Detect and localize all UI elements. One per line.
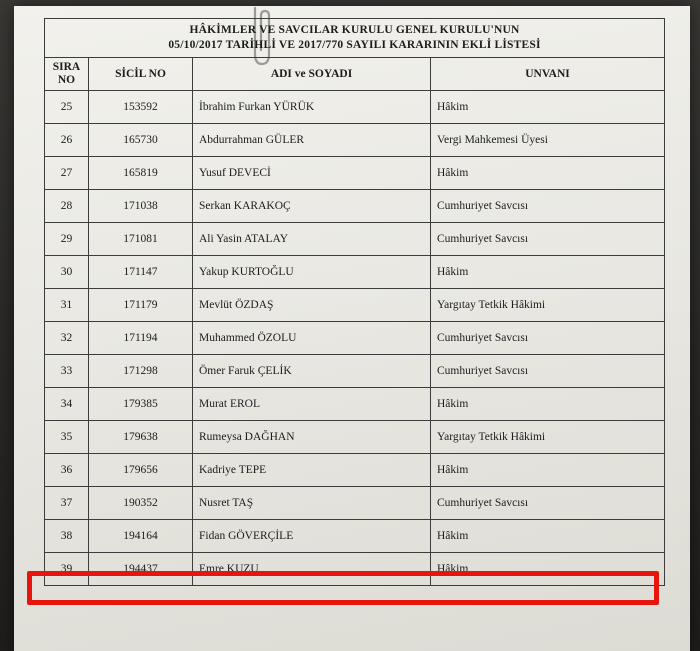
row-sira-no: 36 [45, 454, 89, 487]
row-adi-soyadi: Serkan KARAKOÇ [193, 190, 431, 223]
table-row [45, 289, 665, 322]
row-unvani: Hâkim [431, 520, 665, 553]
row-sicil-no: 165819 [89, 157, 193, 190]
table-row [45, 355, 665, 388]
row-adi-soyadi: Ömer Faruk ÇELİK [193, 355, 431, 388]
row-sira-no: 25 [45, 91, 89, 124]
row-sicil-no: 179656 [89, 454, 193, 487]
table-row [45, 421, 665, 454]
table-row [45, 520, 665, 553]
table-row [45, 454, 665, 487]
table-row [45, 190, 665, 223]
row-sicil-no: 171194 [89, 322, 193, 355]
row-adi-soyadi: İbrahim Furkan YÜRÜK [193, 91, 431, 124]
row-sira-no: 30 [45, 256, 89, 289]
row-unvani: Hâkim [431, 388, 665, 421]
row-unvani: Cumhuriyet Savcısı [431, 355, 665, 388]
row-unvani: Hâkim [431, 157, 665, 190]
table-row [45, 124, 665, 157]
row-unvani: Hâkim [431, 91, 665, 124]
row-unvani: Hâkim [431, 256, 665, 289]
document-title [45, 19, 665, 58]
decision-list-table [44, 18, 665, 586]
row-adi-soyadi: Mevlüt ÖZDAŞ [193, 289, 431, 322]
row-sira-no: 37 [45, 487, 89, 520]
row-adi-soyadi: Rumeysa DAĞHAN [193, 421, 431, 454]
row-sicil-no: 179638 [89, 421, 193, 454]
row-sicil-no: 171147 [89, 256, 193, 289]
row-sira-no: 38 [45, 520, 89, 553]
row-sicil-no: 179385 [89, 388, 193, 421]
row-sicil-no: 190352 [89, 487, 193, 520]
row-adi-soyadi: Nusret TAŞ [193, 487, 431, 520]
row-unvani: Hâkim [431, 454, 665, 487]
row-unvani: Cumhuriyet Savcısı [431, 223, 665, 256]
row-unvani: Hâkim [431, 553, 665, 586]
column-header-row [45, 58, 665, 91]
document-title-row [45, 19, 665, 58]
table-row [45, 91, 665, 124]
row-adi-soyadi: Ali Yasin ATALAY [193, 223, 431, 256]
document-title-line1: HÂKİMLER VE SAVCILAR KURULU GENEL KURULU'NUN [189, 24, 520, 36]
row-sira-no: 32 [45, 322, 89, 355]
row-sicil-no: 171038 [89, 190, 193, 223]
row-adi-soyadi: Muhammed ÖZOLU [193, 322, 431, 355]
table-row [45, 322, 665, 355]
header-sicil-no: SİCİL NO [89, 58, 193, 91]
table-row [45, 157, 665, 190]
red-highlight-box [27, 571, 659, 605]
row-sicil-no: 171081 [89, 223, 193, 256]
table-body [45, 91, 665, 586]
row-adi-soyadi: Yakup KURTOĞLU [193, 256, 431, 289]
row-adi-soyadi: Kadriye TEPE [193, 454, 431, 487]
header-sira-line2: NO [57, 74, 76, 86]
header-sira-line1: SIRA [52, 61, 81, 73]
row-unvani: Vergi Mahkemesi Üyesi [431, 124, 665, 157]
row-adi-soyadi: Abdurrahman GÜLER [193, 124, 431, 157]
row-sira-no: 31 [45, 289, 89, 322]
row-sicil-no: 171179 [89, 289, 193, 322]
row-sicil-no: 171298 [89, 355, 193, 388]
row-sira-no: 39 [45, 553, 89, 586]
row-sicil-no: 153592 [89, 91, 193, 124]
row-unvani: Yargıtay Tetkik Hâkimi [431, 289, 665, 322]
row-sira-no: 28 [45, 190, 89, 223]
row-sicil-no: 194164 [89, 520, 193, 553]
header-adi-soyadi: ADI ve SOYADI [193, 58, 431, 91]
table-row [45, 223, 665, 256]
row-adi-soyadi: Murat EROL [193, 388, 431, 421]
table-row [45, 487, 665, 520]
header-unvani: UNVANI [431, 58, 665, 91]
row-unvani: Cumhuriyet Savcısı [431, 322, 665, 355]
row-sira-no: 35 [45, 421, 89, 454]
row-sicil-no: 165730 [89, 124, 193, 157]
row-adi-soyadi: Emre KUZU [193, 553, 431, 586]
row-unvani: Cumhuriyet Savcısı [431, 190, 665, 223]
table-row [45, 256, 665, 289]
row-unvani: Yargıtay Tetkik Hâkimi [431, 421, 665, 454]
document-title-line2: 05/10/2017 TARİHLİ VE 2017/770 SAYILI KARARININ EKLİ LİSTESİ [168, 39, 541, 51]
row-adi-soyadi: Fidan GÖVERÇİLE [193, 520, 431, 553]
row-sira-no: 26 [45, 124, 89, 157]
row-adi-soyadi: Yusuf DEVECİ [193, 157, 431, 190]
row-sira-no: 29 [45, 223, 89, 256]
table-row [45, 388, 665, 421]
row-sira-no: 27 [45, 157, 89, 190]
row-sicil-no: 194437 [89, 553, 193, 586]
row-sira-no: 34 [45, 388, 89, 421]
row-unvani: Cumhuriyet Savcısı [431, 487, 665, 520]
header-sira-no [45, 58, 89, 91]
row-sira-no: 33 [45, 355, 89, 388]
